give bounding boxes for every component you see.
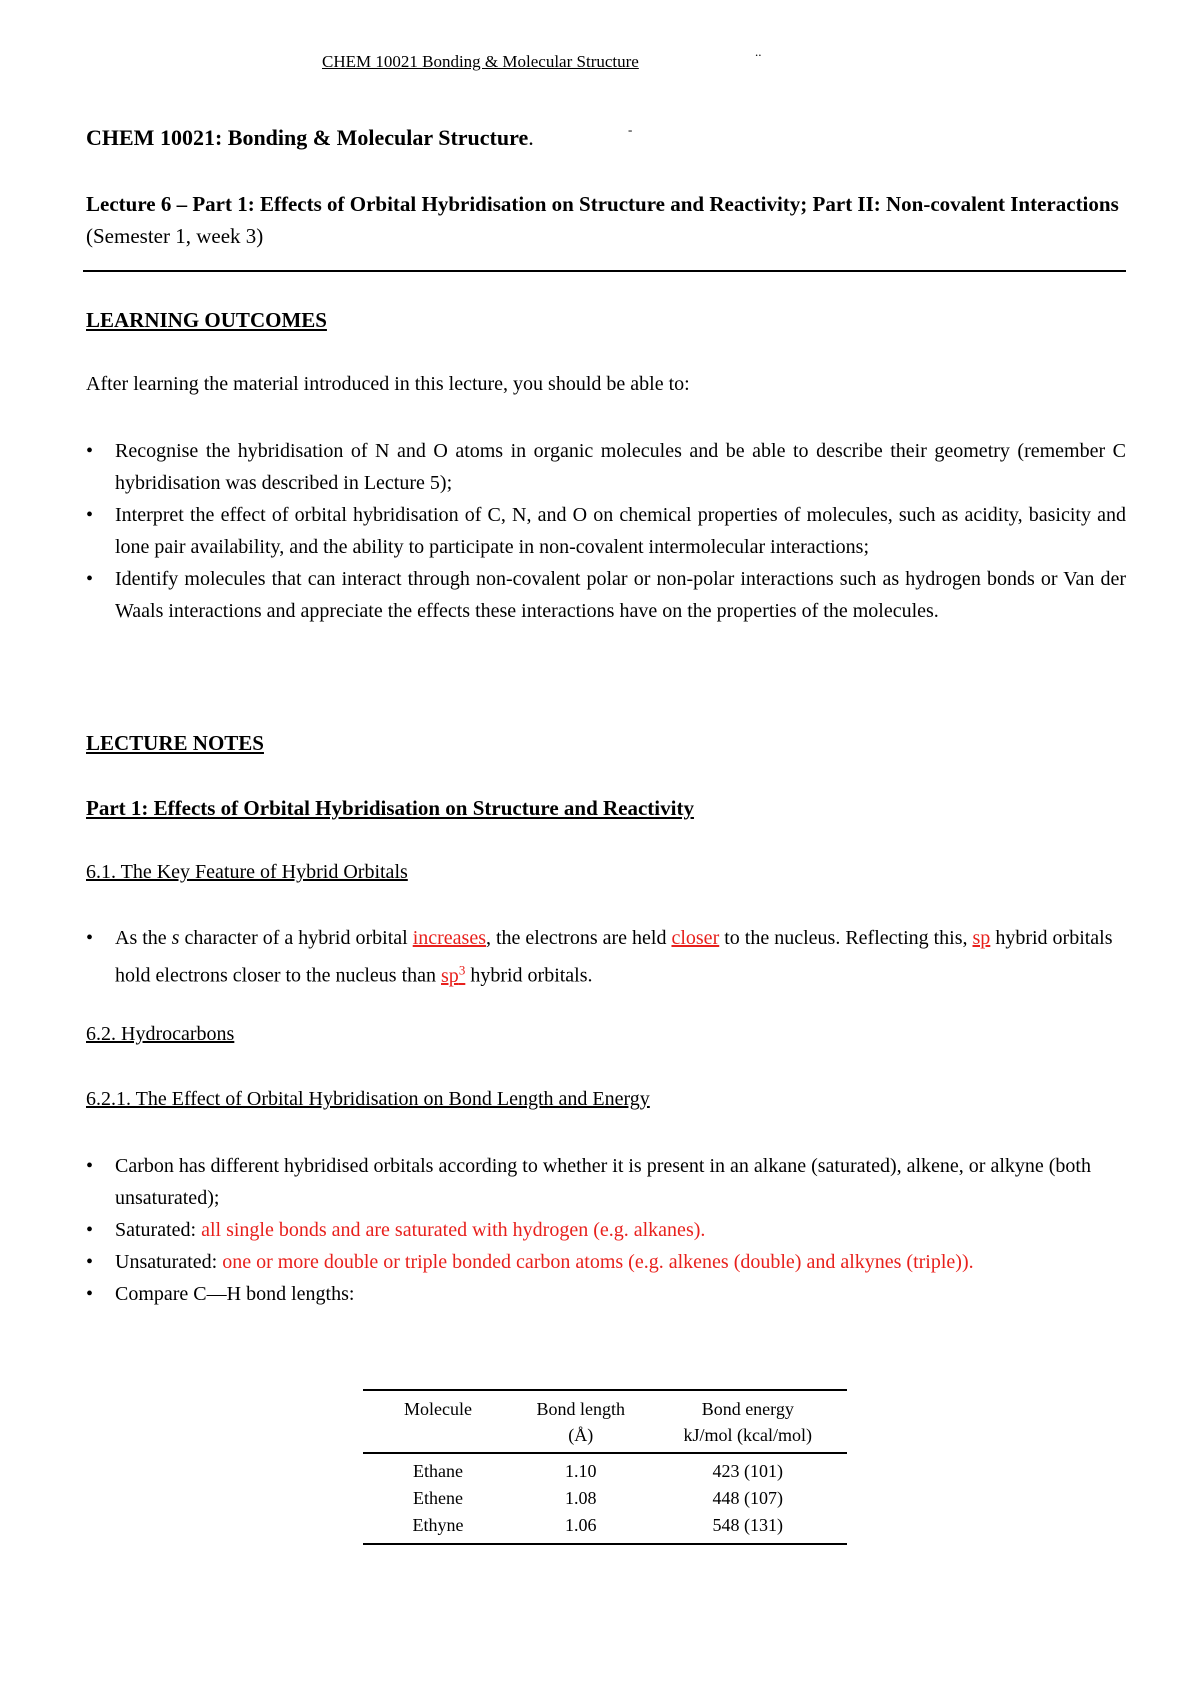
course-title-text: CHEM 10021: Bonding & Molecular Structure bbox=[86, 125, 529, 150]
highlight-increases: increases bbox=[412, 927, 486, 949]
saturated-label: Saturated: bbox=[115, 1219, 202, 1241]
list-item bbox=[86, 1246, 1126, 1278]
title-divider bbox=[83, 270, 1126, 272]
table-row bbox=[363, 1453, 847, 1485]
header-line: kJ/mol (kcal/mol) bbox=[683, 1425, 813, 1445]
header-line: Bond energy bbox=[701, 1399, 794, 1419]
table-header-row bbox=[363, 1390, 847, 1453]
lecture-title-bold: Lecture 6 – Part 1: Effects of Orbital Hybridisation on Structure and Reactivity; Part II: Non-covalent Interactions bbox=[86, 192, 1119, 216]
list-item: • Identify molecules that can interact through non-covalent polar or non-polar interactions such as hydrogen bonds or Van der Waals interactions and appreciate the effects these interactions have on the properties of the molecules. bbox=[86, 563, 1126, 627]
column-header-bond-energy bbox=[649, 1390, 847, 1453]
sp3-base: sp bbox=[441, 964, 459, 987]
list-item: • Carbon has different hybridised orbitals according to whether it is present in an alkane (saturated), alkene, or alkyne (both unsaturated); bbox=[86, 1150, 1126, 1214]
unsaturated-definition: one or more double or triple bonded carbon atoms (e.g. alkenes (double) and alkynes (triple)). bbox=[222, 1251, 974, 1273]
learning-outcomes-heading: LEARNING OUTCOMES bbox=[86, 308, 327, 332]
table-cell: 423 (101) bbox=[712, 1461, 784, 1481]
text-run: to the nucleus. Reflecting this, bbox=[719, 927, 973, 949]
unsaturated-label: Unsaturated: bbox=[115, 1251, 223, 1273]
table-cell: Ethene bbox=[413, 1488, 463, 1508]
learning-outcomes-intro: After learning the material introduced in this lecture, you should be able to: bbox=[86, 373, 690, 395]
lecture-title bbox=[86, 188, 1126, 252]
header-line: Bond length bbox=[536, 1399, 626, 1419]
text-run: hybrid orbitals. bbox=[465, 964, 593, 987]
table-cell: Ethane bbox=[413, 1461, 463, 1481]
list-item: • Recognise the hybridisation of N and O atoms in organic molecules and be able to describe their geometry (remember C hybridisation was described in Lecture 5); bbox=[86, 435, 1126, 499]
column-header-molecule bbox=[363, 1390, 513, 1453]
section-6-2-heading: 6.2. Hydrocarbons bbox=[86, 1023, 235, 1045]
text-run-italic: s bbox=[171, 927, 180, 949]
list-item: • Compare C—H bond lengths: bbox=[86, 1278, 1126, 1310]
text-run: As the bbox=[115, 927, 172, 949]
course-title bbox=[86, 125, 534, 151]
table-cell: 1.06 bbox=[513, 1512, 649, 1544]
column-header-bond-length bbox=[513, 1390, 649, 1453]
table-cell: 548 (131) bbox=[649, 1512, 847, 1544]
table-cell: 1.08 bbox=[565, 1488, 597, 1508]
section-6-2-1-list bbox=[86, 1150, 1126, 1310]
title-mark: - bbox=[628, 122, 633, 137]
text-run: hybrid orbitals hold electrons closer to the nucleus than bbox=[115, 927, 1113, 987]
list-item bbox=[86, 1214, 1126, 1246]
lecture-notes-heading: LECTURE NOTES bbox=[86, 731, 264, 755]
running-header: CHEM 10021 Bonding & Molecular Structure bbox=[322, 52, 639, 71]
table-cell: Ethyne bbox=[363, 1512, 513, 1544]
table-cell: 1.10 bbox=[565, 1461, 597, 1481]
saturated-definition: all single bonds and are saturated with hydrogen (e.g. alkanes). bbox=[201, 1219, 706, 1241]
header-line: (Å) bbox=[568, 1425, 594, 1445]
section-6-1-list bbox=[86, 922, 1126, 992]
table-row bbox=[363, 1512, 847, 1544]
part1-heading: Part 1: Effects of Orbital Hybridisation on Structure and Reactivity bbox=[86, 796, 694, 820]
section-6-2-1-heading: 6.2.1. The Effect of Orbital Hybridisation on Bond Length and Energy bbox=[86, 1088, 650, 1110]
sp3-superscript: 3 bbox=[458, 962, 466, 977]
learning-outcomes-list bbox=[86, 435, 1126, 627]
bond-data-table bbox=[363, 1389, 847, 1545]
highlight-sp3 bbox=[441, 962, 466, 987]
header-mark: .. bbox=[755, 44, 762, 59]
highlight-closer: closer bbox=[671, 927, 720, 949]
lecture-title-semester: (Semester 1, week 3) bbox=[86, 224, 264, 248]
table-row bbox=[363, 1485, 847, 1512]
table-cell: 448 (107) bbox=[712, 1488, 784, 1508]
course-title-dot: . bbox=[528, 125, 534, 150]
list-item bbox=[86, 922, 1126, 992]
header-line: Molecule bbox=[404, 1399, 472, 1419]
highlight-sp: sp bbox=[972, 927, 991, 949]
text-run: character of a hybrid orbital bbox=[179, 927, 413, 949]
text-run: , the electrons are held bbox=[486, 927, 672, 949]
list-item: • Interpret the effect of orbital hybridisation of C, N, and O on chemical properties of molecules, such as acidity, basicity and lone pair availability, and the ability to participate in non-covalent intermolecular interactions; bbox=[86, 499, 1126, 563]
section-6-1-heading: 6.1. The Key Feature of Hybrid Orbitals bbox=[86, 861, 408, 883]
